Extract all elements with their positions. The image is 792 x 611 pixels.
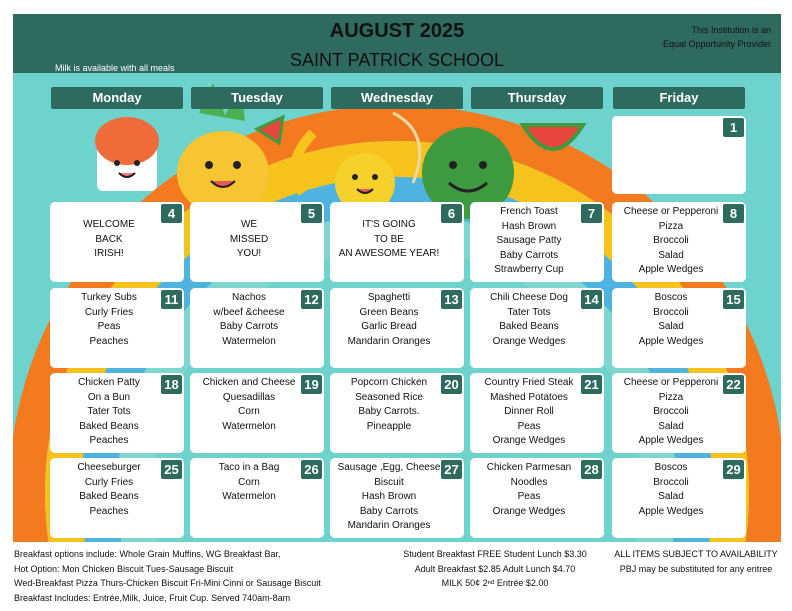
menu-item: TO BE xyxy=(374,233,404,245)
day-header-tuesday: Tuesday xyxy=(191,87,323,109)
menu-item: Orange Wedges xyxy=(492,435,566,447)
menu-item: Peaches xyxy=(89,335,129,347)
menu-item: Spaghetti xyxy=(367,292,411,303)
menu-item: Cheese or Pepperoni xyxy=(623,206,719,217)
menu-items xyxy=(194,376,304,434)
menu-item: Baked Beans xyxy=(79,420,139,432)
menu-items xyxy=(54,376,164,449)
calendar-day xyxy=(612,202,746,282)
footer-line: Adult Breakfast $2.85 Adult Lunch $4.70 xyxy=(414,563,576,574)
menu-item: Sausage ,Egg, Cheese xyxy=(337,462,441,473)
equal-opportunity-line: This Institution is an xyxy=(691,25,771,35)
availability-notes xyxy=(608,547,784,576)
menu-item: Peas xyxy=(517,420,541,432)
calendar-day xyxy=(612,116,746,194)
menu-items xyxy=(334,291,444,349)
menu-item: Seasoned Rice xyxy=(355,391,423,403)
menu-item: Broccoli xyxy=(653,235,689,247)
menu-items xyxy=(474,291,584,349)
calendar-day xyxy=(50,202,184,282)
date-number: 12 xyxy=(301,290,322,309)
menu-items xyxy=(616,376,726,449)
price-info xyxy=(375,547,615,591)
menu-items xyxy=(194,461,304,505)
menu-items xyxy=(194,291,304,349)
menu-item: Apple Wedges xyxy=(638,505,704,517)
menu-items xyxy=(334,218,444,262)
menu-item: Watermelon xyxy=(222,335,276,347)
date-number: 1 xyxy=(723,118,744,137)
menu-items xyxy=(194,218,304,262)
menu-item: Popcorn Chicken xyxy=(350,377,428,388)
menu-item: Country Fried Steak xyxy=(484,377,574,388)
calendar-day xyxy=(470,373,604,453)
calendar-day xyxy=(470,288,604,368)
menu-item: Chicken Parmesan xyxy=(486,462,572,473)
menu-item: Orange Wedges xyxy=(492,335,566,347)
menu-items xyxy=(474,205,584,278)
header-bar xyxy=(13,14,781,73)
calendar-day xyxy=(470,458,604,538)
menu-item: AN AWESOME YEAR! xyxy=(338,248,440,260)
menu-item: Baby Carrots xyxy=(359,505,419,517)
menu-item: Mashed Potatoes xyxy=(490,391,568,403)
menu-items xyxy=(334,461,444,534)
date-number: 14 xyxy=(581,290,602,309)
date-number: 5 xyxy=(301,204,322,223)
menu-item: Watermelon xyxy=(222,491,276,503)
equal-opportunity-line: Equal Opportunity Provider xyxy=(662,39,771,49)
menu-item: Apple Wedges xyxy=(638,264,704,276)
date-number: 8 xyxy=(723,204,744,223)
calendar-day xyxy=(612,288,746,368)
calendar-day xyxy=(50,373,184,453)
menu-item: Salad xyxy=(658,491,684,503)
menu-item: Tater Tots xyxy=(87,406,131,418)
date-number: 27 xyxy=(441,460,462,479)
menu-item: Quesadillas xyxy=(222,391,276,403)
menu-item: Peaches xyxy=(89,505,129,517)
menu-item: Baby Carrots xyxy=(219,321,279,333)
menu-item: YOU! xyxy=(236,248,262,260)
menu-item: Curly Fries xyxy=(84,476,134,488)
menu-item: IT'S GOING xyxy=(362,219,416,230)
menu-items xyxy=(54,461,164,519)
menu-item: Nachos xyxy=(232,292,266,303)
menu-item: Chili Cheese Dog xyxy=(490,292,568,303)
menu-items xyxy=(474,376,584,449)
calendar-day xyxy=(330,202,464,282)
menu-item: MISSED xyxy=(229,233,269,245)
date-number: 28 xyxy=(581,460,602,479)
menu-item: Apple Wedges xyxy=(638,435,704,447)
calendar-day xyxy=(330,373,464,453)
page-title: AUGUST 2025 xyxy=(329,20,465,42)
date-number: 6 xyxy=(441,204,462,223)
calendar-day xyxy=(190,202,324,282)
menu-item: Orange Wedges xyxy=(492,505,566,517)
footer-line: Breakfast options include: Whole Grain Muffins, WG Breakfast Bar, xyxy=(14,549,281,559)
menu-items xyxy=(334,376,444,434)
calendar-day xyxy=(190,458,324,538)
menu-item: Salad xyxy=(658,249,684,261)
calendar-day xyxy=(612,458,746,538)
menu-item: Curly Fries xyxy=(84,306,134,318)
menu-item: Taco in a Bag xyxy=(218,462,280,473)
calendar-day xyxy=(50,288,184,368)
footer-line: MILK 50¢ 2ⁿᵈ Entrée $2.00 xyxy=(441,578,549,588)
menu-items xyxy=(616,291,726,349)
menu-item: Turkey Subs xyxy=(81,292,137,303)
menu-item: Boscos xyxy=(654,462,688,473)
date-number: 19 xyxy=(301,375,322,394)
menu-item: Strawberry Cup xyxy=(494,264,564,276)
menu-item: BACK xyxy=(95,233,123,245)
day-header-thursday: Thursday xyxy=(471,87,603,109)
menu-item: Baby Carrots xyxy=(499,249,559,261)
menu-item: Tater Tots xyxy=(507,306,551,318)
footer-line: Student Breakfast FREE Student Lunch $3.30 xyxy=(403,549,587,559)
menu-item: Pizza xyxy=(658,220,684,232)
calendar-day xyxy=(330,458,464,538)
menu-item: Baby Carrots. xyxy=(358,406,420,418)
calendar-day xyxy=(330,288,464,368)
menu-items xyxy=(54,218,164,262)
footer xyxy=(0,544,792,611)
menu-item: Broccoli xyxy=(653,306,689,318)
date-number: 25 xyxy=(161,460,182,479)
menu-item: Noodles xyxy=(510,476,548,488)
day-header-friday: Friday xyxy=(613,87,745,109)
date-number: 13 xyxy=(441,290,462,309)
menu-item: Cheeseburger xyxy=(77,462,141,473)
footer-line: ALL ITEMS SUBJECT TO AVAILABILITY xyxy=(614,549,778,559)
cupcake-icon xyxy=(95,117,159,191)
calendar-day xyxy=(470,202,604,282)
menu-item: w/beef &cheese xyxy=(213,306,285,318)
menu-items xyxy=(616,461,726,519)
day-header-monday: Monday xyxy=(51,87,183,109)
date-number: 15 xyxy=(723,290,744,309)
menu-item: Cheese or Pepperoni xyxy=(623,377,719,388)
menu-item: Pineapple xyxy=(366,420,412,432)
menu-items xyxy=(54,291,164,349)
menu-item: Watermelon xyxy=(222,420,276,432)
menu-items xyxy=(616,205,726,278)
menu-item: Mandarin Oranges xyxy=(347,520,431,532)
date-number: 29 xyxy=(723,460,744,479)
menu-item: Green Beans xyxy=(359,306,419,318)
calendar-day xyxy=(50,458,184,538)
menu-item: Peaches xyxy=(89,435,129,447)
menu-item: IRISH! xyxy=(94,248,124,260)
date-number: 7 xyxy=(581,204,602,223)
date-number: 26 xyxy=(301,460,322,479)
menu-item: Peas xyxy=(97,321,121,333)
date-number: 4 xyxy=(161,204,182,223)
breakfast-info xyxy=(14,547,321,605)
milk-note: Milk is available with all meals xyxy=(55,63,175,73)
menu-item: Sausage Patty xyxy=(496,235,562,247)
date-number: 20 xyxy=(441,375,462,394)
date-number: 22 xyxy=(723,375,744,394)
menu-item: Salad xyxy=(658,321,684,333)
equal-opportunity-note xyxy=(621,23,771,51)
menu-item: Corn xyxy=(238,476,260,488)
calendar-day xyxy=(612,373,746,453)
menu-item: Baked Beans xyxy=(79,491,139,503)
menu-item: Salad xyxy=(658,420,684,432)
menu-item: Hash Brown xyxy=(361,491,417,503)
menu-item: Hash Brown xyxy=(501,220,557,232)
menu-item: Broccoli xyxy=(653,406,689,418)
menu-item: French Toast xyxy=(500,206,558,217)
menu-item: Peas xyxy=(517,491,541,503)
day-header-wednesday: Wednesday xyxy=(331,87,463,109)
menu-item: Chicken and Cheese xyxy=(202,377,296,388)
menu-item: Biscuit xyxy=(374,476,404,488)
school-name: SAINT PATRICK SCHOOL xyxy=(289,50,505,70)
footer-line: Breakfast Includes: Entrée,Milk, Juice, Fruit Cup. Served 740am-8am xyxy=(14,592,291,603)
menu-item: Broccoli xyxy=(653,476,689,488)
date-number: 11 xyxy=(161,290,182,309)
menu-item: WE xyxy=(240,219,258,230)
menu-item: On a Bun xyxy=(87,391,131,403)
menu-item: Chicken Patty xyxy=(78,377,140,388)
footer-line: Hot Option: Mon Chicken Biscuit Tues-Sausage Biscuit xyxy=(14,563,234,574)
footer-line: Wed-Breakfast Pizza Thurs-Chicken Biscuit Fri-Mini Cinni or Sausage Biscuit xyxy=(14,578,321,588)
menu-items xyxy=(474,461,584,519)
calendar-day xyxy=(190,373,324,453)
menu-item: Mandarin Oranges xyxy=(347,335,431,347)
menu-item: Corn xyxy=(238,406,260,418)
menu-item: Dinner Roll xyxy=(504,406,554,418)
menu-item: WELCOME xyxy=(83,219,135,230)
menu-item: Apple Wedges xyxy=(638,335,704,347)
menu-item: Pizza xyxy=(658,391,684,403)
menu-item: Baked Beans xyxy=(499,321,559,333)
footer-line: PBJ may be substituted for any entree xyxy=(619,563,773,574)
date-number: 18 xyxy=(161,375,182,394)
date-number: 21 xyxy=(581,375,602,394)
menu-item: Garlic Bread xyxy=(361,321,417,333)
calendar-day xyxy=(190,288,324,368)
menu-item: Boscos xyxy=(654,292,688,303)
